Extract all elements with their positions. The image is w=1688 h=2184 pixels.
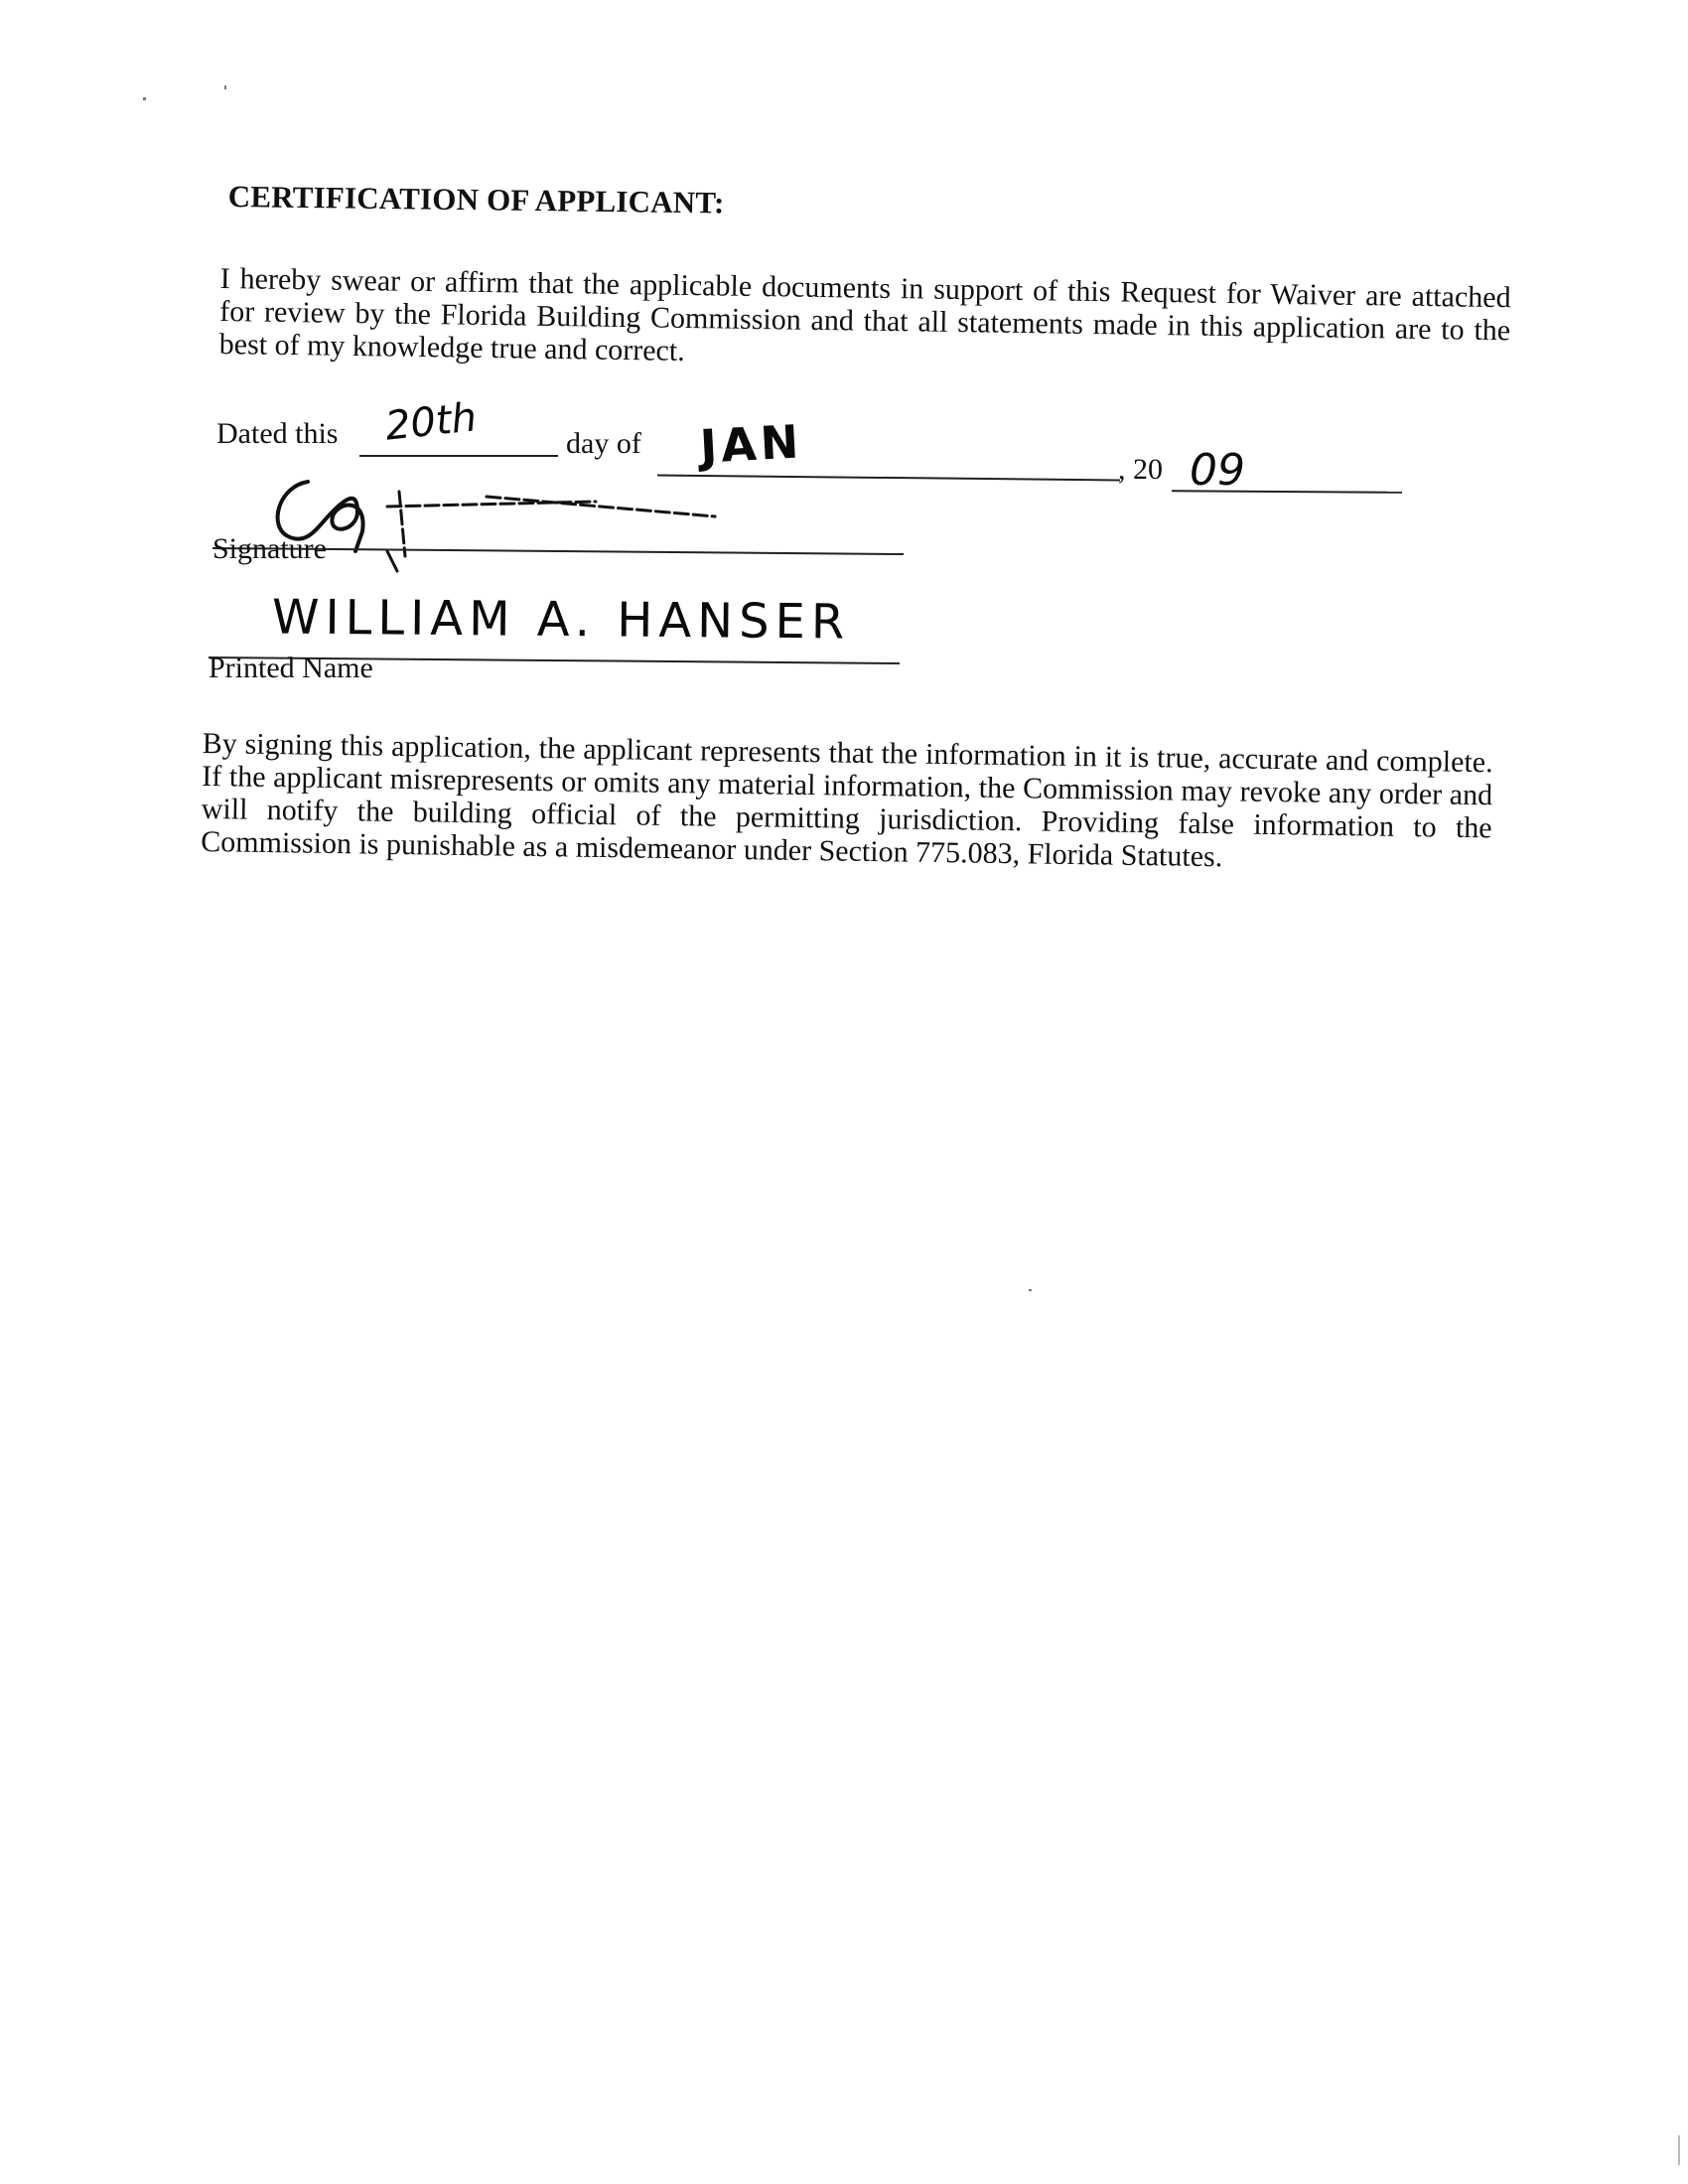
certification-heading: CERTIFICATION OF APPLICANT: [227, 179, 725, 220]
scan-speck [143, 97, 146, 100]
dated-this-label: Dated this [216, 417, 339, 450]
day-handwritten: 20th [382, 394, 480, 450]
certification-paragraph: I hereby swear or affirm that the applicable documents in support of this Request for Waiver are attached for review by the Florida Building Commission and that all statements made in this application are to the best of my knowledge true and correct. [218, 262, 1511, 367]
notice-paragraph: By signing this application, the applicant represents that the information in it is true, accurate and complete. If the applicant misrepresents or omits any material information, the Commission may revoke any order and will notify the building official of the permitting jurisdiction. Providing false information to the Commission is punishable as a misdemeanor under Section 775.083, Florida Statutes. [201, 727, 1493, 874]
scan-speck [224, 85, 226, 89]
signature-label: Signature [212, 532, 327, 565]
printed-name-handwritten: WILLIAM A. HANSER [271, 589, 851, 651]
scan-edge-mark [1678, 2135, 1680, 2165]
printed-name-label: Printed Name [209, 652, 373, 684]
day-of-label: day of [566, 427, 641, 460]
scan-speck [1029, 1289, 1032, 1291]
year-handwritten: 09 [1190, 445, 1245, 496]
month-handwritten: JAN [698, 414, 804, 474]
year-prefix-label: , 20 [1118, 453, 1163, 486]
